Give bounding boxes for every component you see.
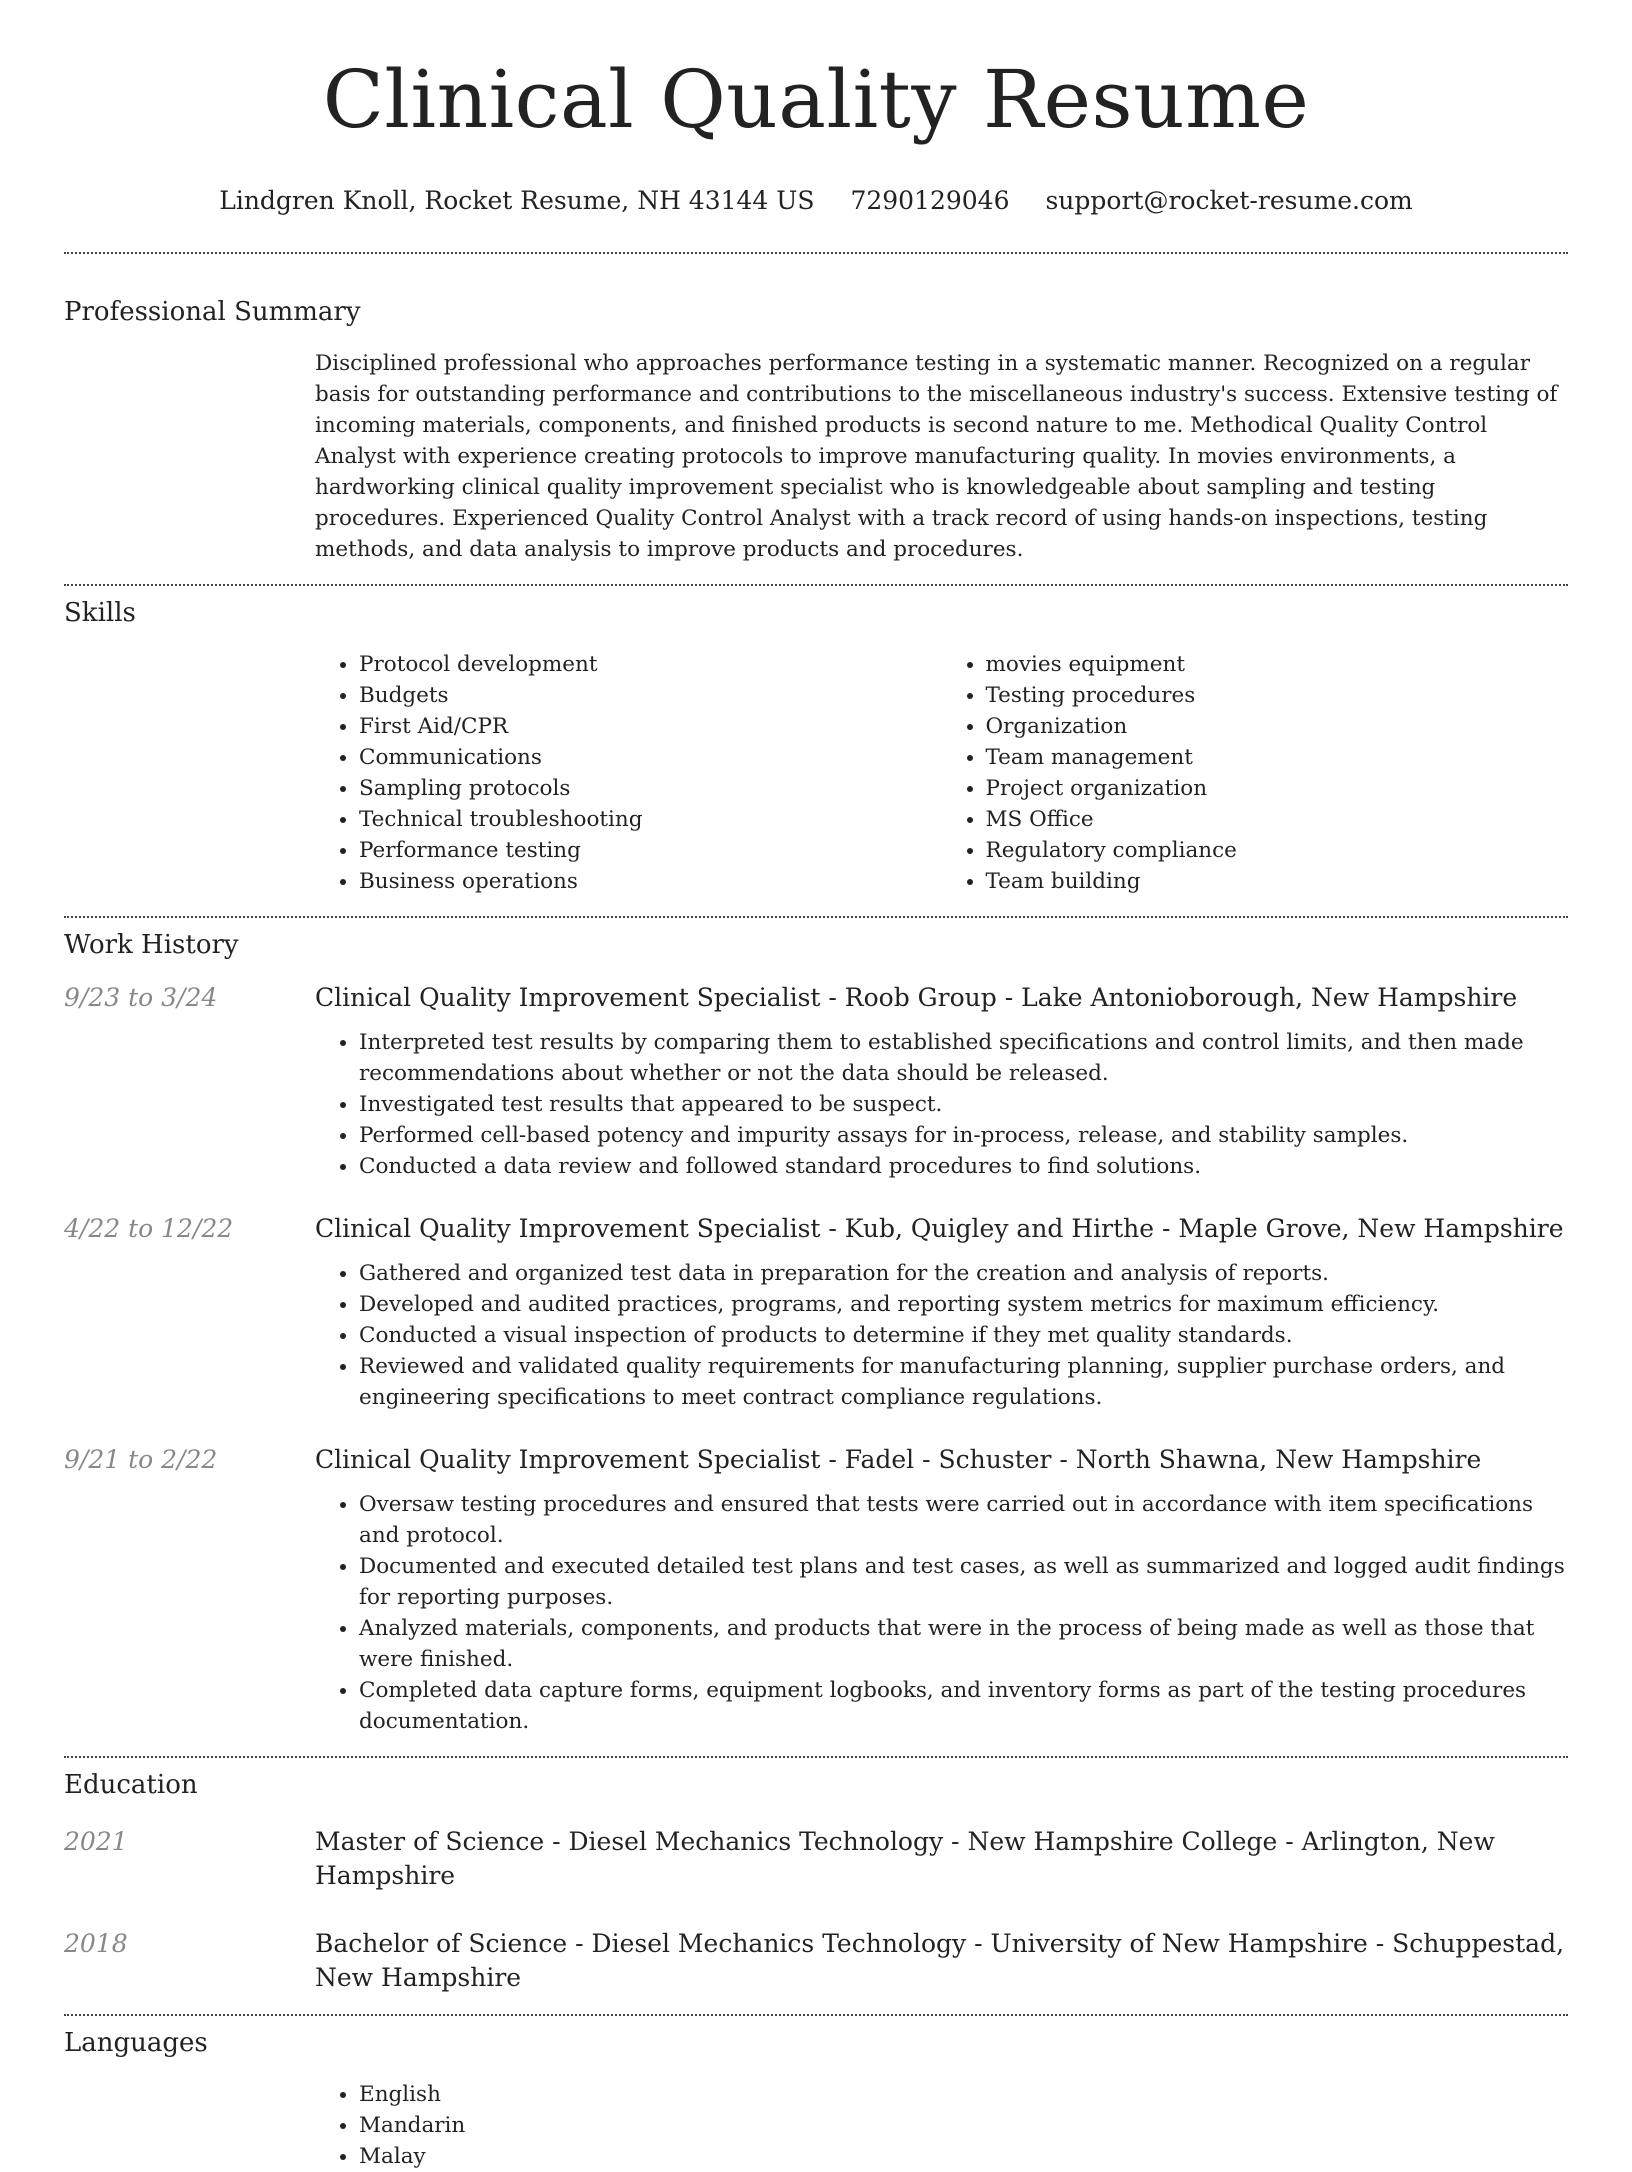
job-details — [315, 1443, 1568, 1737]
education-section-title: Education — [64, 1770, 198, 1800]
skill-item: • Performance testing — [359, 835, 942, 866]
education-year: 2018 — [64, 1929, 128, 1958]
skill-item: • Organization — [986, 711, 1569, 742]
contact-line — [64, 186, 1568, 216]
skill-item: • Protocol development — [359, 649, 942, 680]
job-dates: 4/22 to 12/22 — [64, 1214, 234, 1243]
education-entry — [64, 1825, 1568, 1893]
education-details — [315, 1825, 1568, 1893]
skill-item: • MS Office — [986, 804, 1569, 835]
skill-item: • Team management — [986, 742, 1569, 773]
job-bullets — [315, 1027, 1568, 1182]
language-item: • Mandarin — [359, 2110, 1568, 2141]
job-bullet: • Gathered and organized test data in preparation for the creation and analysis of reports. — [359, 1258, 1568, 1289]
divider — [64, 1756, 1568, 1758]
skill-item: • movies equipment — [986, 649, 1569, 680]
skills-column-right — [942, 649, 1569, 897]
contact-address: Lindgren Knoll, Rocket Resume, NH 43144 US — [219, 186, 815, 215]
skill-item: • First Aid/CPR — [359, 711, 942, 742]
education-heading: Master of Science - Diesel Mechanics Technology - New Hampshire College - Arlington, New Hampshire — [315, 1827, 1495, 1890]
summary-content — [315, 348, 1568, 565]
job-dates: 9/21 to 2/22 — [64, 1445, 218, 1474]
skill-item: • Project organization — [986, 773, 1569, 804]
divider — [64, 916, 1568, 918]
skill-item: • Technical troubleshooting — [359, 804, 942, 835]
languages-list — [315, 2079, 1568, 2172]
job-bullet: • Performed cell-based potency and impurity assays for in-process, release, and stability samples. — [359, 1120, 1568, 1151]
skill-item: • Business operations — [359, 866, 942, 897]
language-item: • Malay — [359, 2141, 1568, 2172]
skills-column-left — [315, 649, 942, 897]
job-details — [315, 981, 1568, 1182]
job-bullet: • Documented and executed detailed test plans and test cases, as well as summarized and logged audit findings for reporting purposes. — [359, 1551, 1568, 1613]
skill-item: • Sampling protocols — [359, 773, 942, 804]
job-bullet: • Completed data capture forms, equipment logbooks, and inventory forms as part of the testing procedures documentation. — [359, 1675, 1568, 1737]
job-bullet: • Developed and audited practices, programs, and reporting system metrics for maximum efficiency. — [359, 1289, 1568, 1320]
resume-title: Clinical Quality Resume — [322, 53, 1310, 146]
education-details — [315, 1927, 1568, 1995]
languages-content — [315, 2079, 1568, 2172]
job-heading: Clinical Quality Improvement Specialist - Fadel - Schuster - North Shawna, New Hampshire — [315, 1445, 1482, 1474]
languages-section-title: Languages — [64, 2028, 208, 2058]
divider — [64, 2014, 1568, 2016]
job-bullet: • Oversaw testing procedures and ensured that tests were carried out in accordance with item specifications and protocol. — [359, 1489, 1568, 1551]
divider — [64, 584, 1568, 586]
language-item: • English — [359, 2079, 1568, 2110]
contact-email: support@rocket-resume.com — [1045, 186, 1413, 215]
work-section-title: Work History — [64, 930, 239, 960]
summary-section-title: Professional Summary — [64, 297, 361, 327]
skills-list — [315, 649, 1568, 897]
skills-section-title: Skills — [64, 598, 136, 628]
skill-item: • Regulatory compliance — [986, 835, 1569, 866]
skill-item: • Communications — [359, 742, 942, 773]
job-bullets — [315, 1489, 1568, 1737]
job-bullet: • Reviewed and validated quality requirements for manufacturing planning, supplier purchase orders, and engineering specifications to meet contract compliance regulations. — [359, 1351, 1568, 1413]
divider — [64, 252, 1568, 254]
job-bullets — [315, 1258, 1568, 1413]
job-entry — [64, 1212, 1568, 1413]
contact-phone: 7290129046 — [850, 186, 1010, 215]
skill-item: • Testing procedures — [986, 680, 1569, 711]
summary-text: Disciplined professional who approaches performance testing in a systematic manner. Recognized on a regular basis for outstanding performance and contributions to the miscellaneous industry's success. Extensive testing of incoming materials, components, and finished products is second nature to me. Methodical Quality Control Analyst with experience creating protocols to improve manufacturing quality. In movies environments, a hardworking clinical quality improvement specialist who is knowledgeable about sampling and testing procedures. Experienced Quality Control Analyst with a track record of using hands-on inspections, testing methods, and data analysis to improve products and procedures. — [315, 351, 1558, 562]
job-heading: Clinical Quality Improvement Specialist - Kub, Quigley and Hirthe - Maple Grove, New Hampshire — [315, 1214, 1564, 1243]
education-heading: Bachelor of Science - Diesel Mechanics Technology - University of New Hampshire - Schuppestad, New Hampshire — [315, 1929, 1565, 1992]
job-dates: 9/23 to 3/24 — [64, 983, 218, 1012]
job-entry — [64, 1443, 1568, 1737]
education-year: 2021 — [64, 1827, 128, 1856]
skill-item: • Team building — [986, 866, 1569, 897]
job-bullet: • Interpreted test results by comparing them to established specifications and control limits, and then made recommendations about whether or not the data should be released. — [359, 1027, 1568, 1089]
job-bullet: • Conducted a data review and followed standard procedures to find solutions. — [359, 1151, 1568, 1182]
job-heading: Clinical Quality Improvement Specialist - Roob Group - Lake Antonioborough, New Hampshire — [315, 983, 1518, 1012]
job-bullet: • Analyzed materials, components, and products that were in the process of being made as well as those that were finished. — [359, 1613, 1568, 1675]
job-entry — [64, 981, 1568, 1182]
job-details — [315, 1212, 1568, 1413]
job-bullet: • Investigated test results that appeared to be suspect. — [359, 1089, 1568, 1120]
education-entry — [64, 1927, 1568, 1995]
skill-item: • Budgets — [359, 680, 942, 711]
job-bullet: • Conducted a visual inspection of products to determine if they met quality standards. — [359, 1320, 1568, 1351]
